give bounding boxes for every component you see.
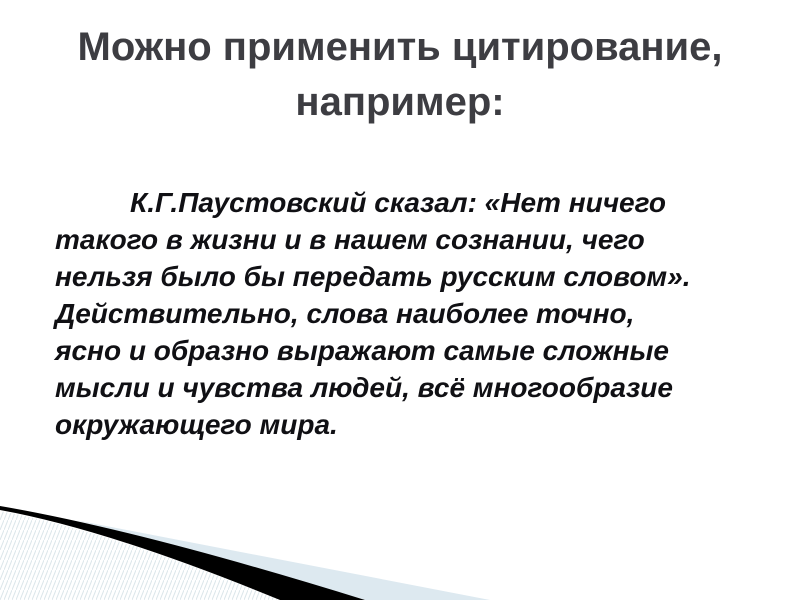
slide-title-line-2: например: bbox=[295, 80, 505, 124]
body-line: К.Г.Паустовский сказал: «Нет ничего bbox=[130, 187, 666, 218]
slide-title bbox=[40, 20, 760, 130]
body-line: Действительно, слова наиболее точно, bbox=[55, 298, 635, 329]
slide-body-paragraph bbox=[55, 184, 750, 443]
body-line: ясно и образно выражают самые сложные bbox=[55, 335, 669, 366]
body-line: мысли и чувства людей, всё многообразие bbox=[55, 372, 673, 403]
body-line: такого в жизни и в нашем сознании, чего bbox=[55, 224, 645, 255]
body-line: окружающего мира. bbox=[55, 409, 338, 440]
body-line: нельзя было бы передать русским словом». bbox=[55, 261, 691, 292]
slide-title-line-1: Можно применить цитирование, bbox=[77, 25, 723, 69]
bottom-left-swoosh-decoration bbox=[0, 490, 800, 600]
